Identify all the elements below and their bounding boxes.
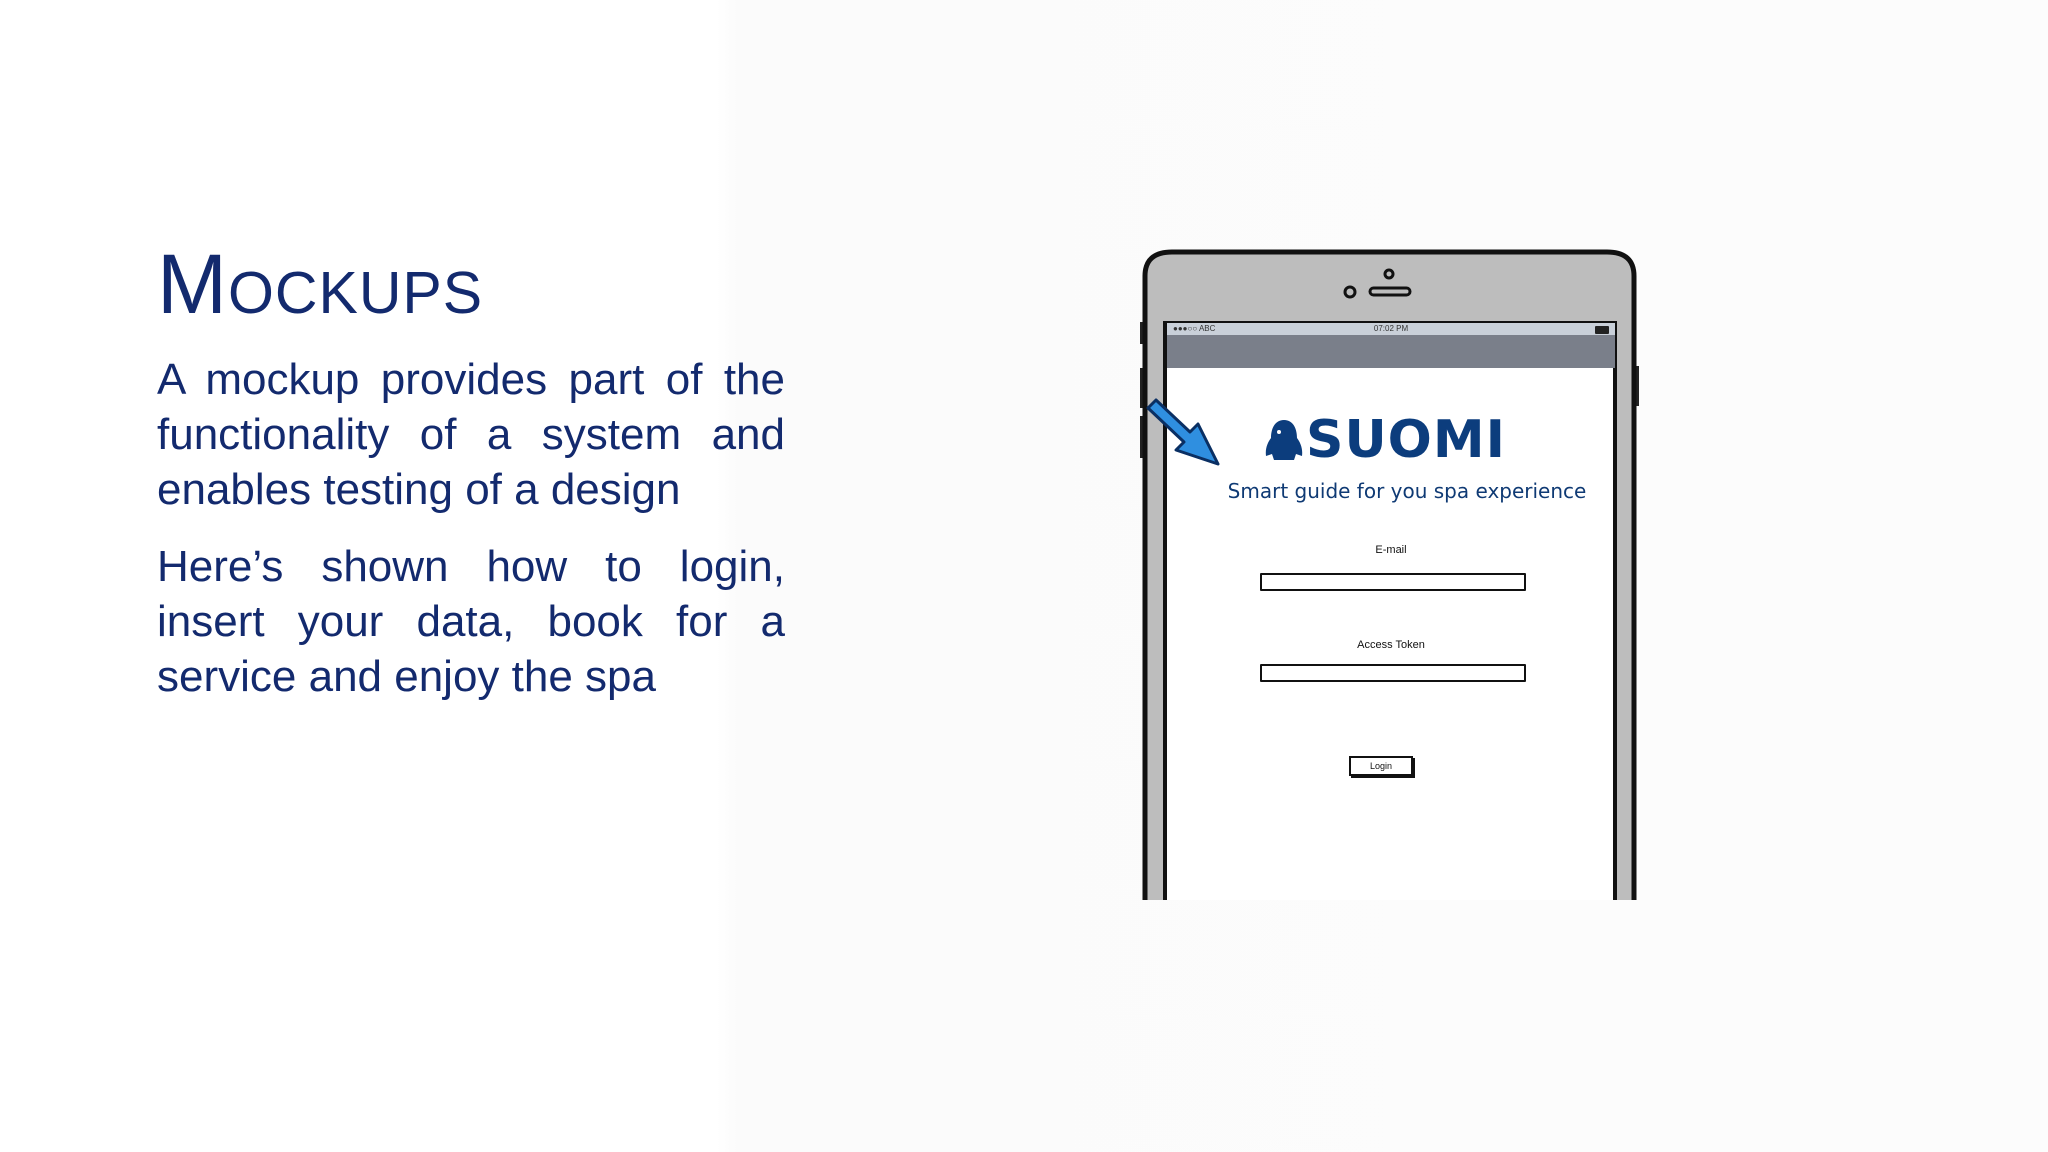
penguin-logo-icon <box>1264 418 1304 462</box>
email-label: E-mail <box>1375 544 1407 556</box>
mockup-screen <box>1167 323 1615 883</box>
status-time: 07:02 PM <box>1373 324 1409 333</box>
slide-paragraph-2: Here’s shown how to login, insert your data, book for a service and enjoy the spa <box>157 542 785 701</box>
tagline: Smart guide for you spa experience <box>1227 479 1587 503</box>
arrow-pointer-icon <box>1144 398 1224 470</box>
status-bar <box>1167 323 1615 335</box>
nav-bar <box>1167 335 1615 368</box>
brand-name: SUOMI <box>1306 410 1506 470</box>
slide-paragraph-1: A mockup provides part of the functionality of a system and enables testing of a design <box>157 355 785 514</box>
battery-icon <box>1595 326 1609 334</box>
access-token-label: Access Token <box>1357 639 1425 651</box>
slide-title: Mockups <box>157 237 484 331</box>
login-button[interactable]: Login <box>1349 756 1413 776</box>
carrier-label: ●●●○○ ABC <box>1173 324 1216 333</box>
access-token-field[interactable] <box>1260 664 1526 682</box>
email-field[interactable] <box>1260 573 1526 591</box>
brand-logo <box>1264 410 1506 470</box>
